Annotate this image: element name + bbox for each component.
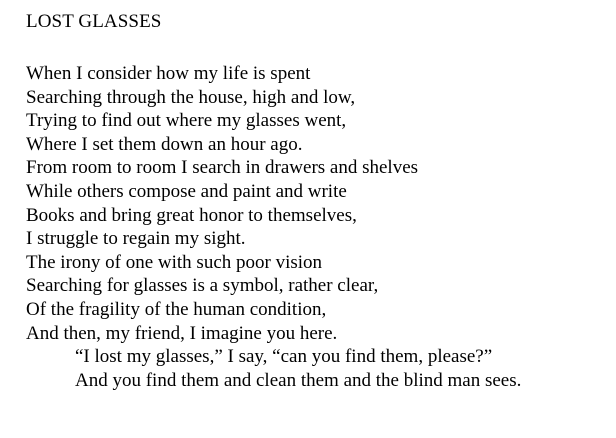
poem-line-2: Searching through the house, high and low, — [26, 86, 356, 108]
poem-line-3: Trying to find out where my glasses went, — [26, 110, 347, 132]
poem-line-5: From room to room I search in drawers and shelves — [26, 157, 419, 179]
poem-line-10: Searching for glasses is a symbol, rather clear, — [26, 275, 379, 297]
poem-line-6: While others compose and paint and write — [26, 180, 347, 202]
poem-line-9: The irony of one with such poor vision — [26, 251, 323, 273]
poem-title: LOST GLASSES — [26, 11, 162, 32]
poem-line-12: And then, my friend, I imagine you here. — [26, 322, 338, 344]
poem-line-8: I struggle to regain my sight. — [26, 228, 246, 250]
poem-line-4: Where I set them down an hour ago. — [26, 133, 303, 155]
poem-line-11: Of the fragility of the human condition, — [26, 298, 327, 320]
poem-line-13: “I lost my glasses,” I say, “can you find them, please?” — [75, 346, 493, 368]
poem-line-14: And you find them and clean them and the blind man sees. — [75, 369, 522, 391]
poem-stanza — [26, 62, 521, 392]
poem-line-7: Books and bring great honor to themselves, — [26, 204, 357, 226]
poem-line-1: When I consider how my life is spent — [26, 63, 311, 84]
